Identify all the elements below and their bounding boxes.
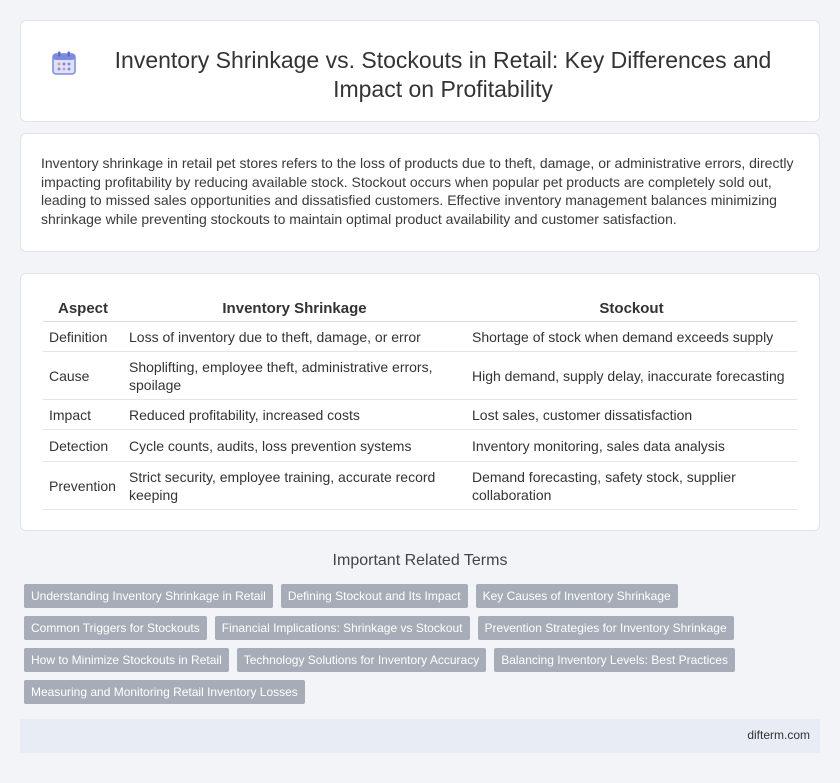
- cell-aspect: Cause: [43, 352, 123, 400]
- comparison-table-card: [20, 273, 820, 531]
- header-inventory-shrinkage: Inventory Shrinkage: [123, 297, 466, 322]
- cell-stockout: Lost sales, customer dissatisfaction: [466, 400, 797, 430]
- summary-text: Inventory shrinkage in retail pet stores refers to the loss of products due to theft, damage, or administrative errors, directly impacting profitability by reducing available stock. Stockout occurs when popular pet products are completely sold out, leading to missed sales opportunities and dissatisfied customers. Effective inventory management balances minimizing shrinkage while preventing stockouts to maintain optimal product availability and customer satisfaction.: [41, 155, 794, 227]
- related-term-tag[interactable]: Technology Solutions for Inventory Accuracy: [237, 648, 486, 672]
- related-terms-list: [24, 584, 824, 712]
- related-term-tag[interactable]: Key Causes of Inventory Shrinkage: [476, 584, 678, 608]
- header-stockout: Stockout: [466, 297, 797, 322]
- calendar-icon: [51, 50, 77, 76]
- cell-stockout: Inventory monitoring, sales data analysis: [466, 430, 797, 462]
- cell-shrinkage: Loss of inventory due to theft, damage, or error: [123, 322, 466, 352]
- table-row: [43, 430, 797, 462]
- related-term-tag[interactable]: How to Minimize Stockouts in Retail: [24, 648, 229, 672]
- cell-stockout: Demand forecasting, safety stock, supplier collaboration: [466, 462, 797, 510]
- related-term-tag[interactable]: Understanding Inventory Shrinkage in Retail: [24, 584, 273, 608]
- table-row: [43, 462, 797, 510]
- cell-stockout: Shortage of stock when demand exceeds supply: [466, 322, 797, 352]
- footer: [20, 719, 820, 753]
- comparison-table: [43, 297, 797, 510]
- cell-aspect: Impact: [43, 400, 123, 430]
- summary-card: [20, 133, 820, 252]
- cell-stockout: High demand, supply delay, inaccurate forecasting: [466, 352, 797, 400]
- related-term-tag[interactable]: Measuring and Monitoring Retail Inventory Losses: [24, 680, 305, 704]
- table-row: [43, 352, 797, 400]
- cell-shrinkage: Strict security, employee training, accurate record keeping: [123, 462, 466, 510]
- related-terms-title: Important Related Terms: [332, 552, 508, 569]
- cell-aspect: Definition: [43, 322, 123, 352]
- cell-aspect: Prevention: [43, 462, 123, 510]
- related-term-tag[interactable]: Common Triggers for Stockouts: [24, 616, 207, 640]
- table-row: [43, 400, 797, 430]
- title-card: [20, 20, 820, 122]
- cell-shrinkage: Reduced profitability, increased costs: [123, 400, 466, 430]
- table-row: [43, 322, 797, 352]
- table-header-row: [43, 297, 797, 322]
- page-title: Inventory Shrinkage vs. Stockouts in Retail: Key Differences and Impact on Profitability: [114, 47, 772, 102]
- related-term-tag[interactable]: Defining Stockout and Its Impact: [281, 584, 468, 608]
- related-term-tag[interactable]: Balancing Inventory Levels: Best Practices: [494, 648, 735, 672]
- footer-site-link[interactable]: difterm.com: [747, 728, 810, 742]
- cell-shrinkage: Shoplifting, employee theft, administrative errors, spoilage: [123, 352, 466, 400]
- header-aspect: Aspect: [43, 297, 123, 322]
- related-term-tag[interactable]: Financial Implications: Shrinkage vs Stockout: [215, 616, 470, 640]
- related-term-tag[interactable]: Prevention Strategies for Inventory Shrinkage: [478, 616, 734, 640]
- cell-shrinkage: Cycle counts, audits, loss prevention systems: [123, 430, 466, 462]
- cell-aspect: Detection: [43, 430, 123, 462]
